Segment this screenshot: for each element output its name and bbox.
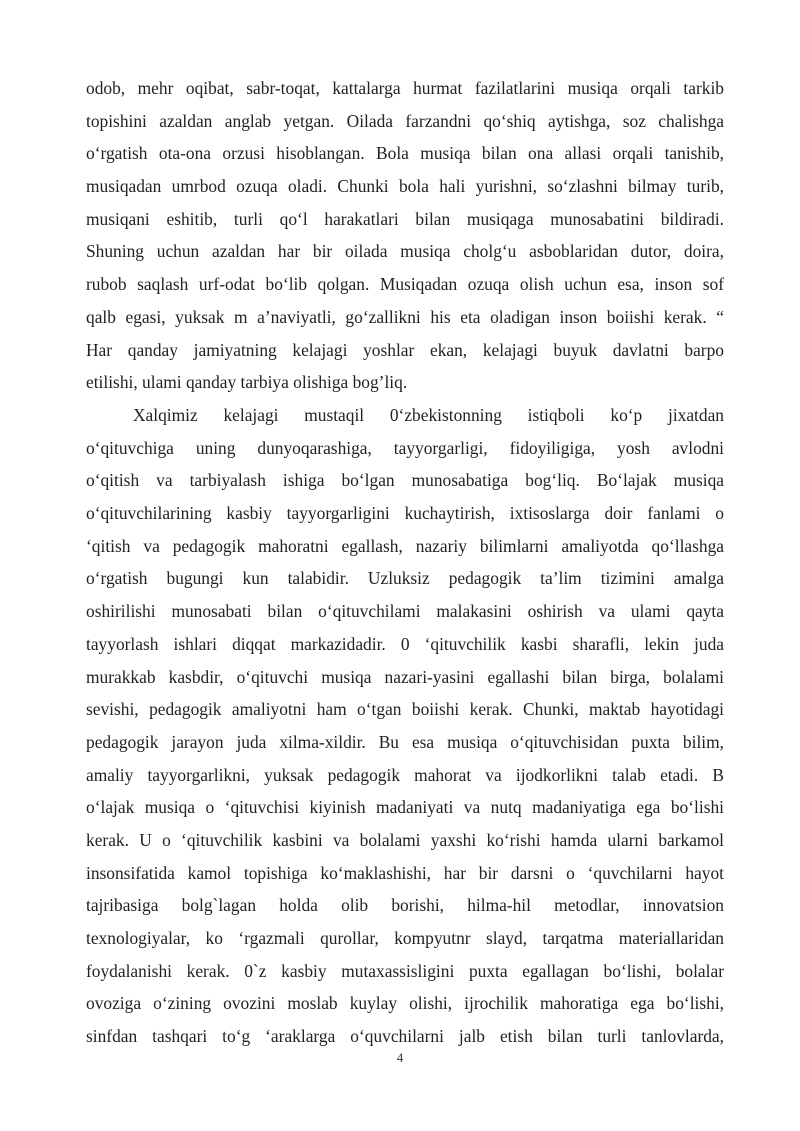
paragraph-line: musiqani eshitib, turli qo‘l harakatlari bilan musiqaga munosabatini bildiradi. xyxy=(86,208,724,229)
paragraph-line: etilishi, ulami qanday tarbiya olishiga bog’liq. xyxy=(86,372,408,393)
paragraph-line: musiqadan umrbod ozuqa oladi. Chunki bola hali yurishni, so‘zlashni bilmay turib, xyxy=(86,176,724,197)
paragraph-line: topishini azaldan anglab yetgan. Oilada farzandni qo‘shiq aytishga, soz chalishga xyxy=(86,110,724,131)
paragraph-line: odob, mehr oqibat, sabr-toqat, kattalarga hurmat fazilatlarini musiqa orqali tarkib xyxy=(86,78,724,98)
paragraph-1 xyxy=(86,72,724,399)
paragraph-line: o‘rgatish ota-ona orzusi hisoblangan. Bola musiqa bilan ona allasi orqali tanishib, xyxy=(86,143,724,164)
paragraph-line: o‘qituvchilarining kasbiy tayyorgarligini kuchaytirish, ixtisoslarga doir fanlami o xyxy=(86,503,724,524)
paragraph-line: oshirilishi munosabati bilan o‘qituvchilami malakasini oshirish va ulami qayta xyxy=(86,601,724,622)
paragraph-line: Xalqimiz kelajagi mustaqil 0‘zbekistonning istiqboli ko‘p jixatdan xyxy=(133,405,724,425)
paragraph-line: amaliy tayyorgarlikni, yuksak pedagogik mahorat va ijodkorlikni talab etadi. B xyxy=(86,764,724,785)
paragraph-2 xyxy=(86,399,724,1053)
paragraph-line: pedagogik jarayon juda xilma-xildir. Bu esa musiqa o‘qituvchisidan puxta bilim, xyxy=(86,731,724,752)
paragraph-line: o‘rgatish bugungi kun talabidir. Uzluksiz pedagogik ta’lim tizimini amalga xyxy=(86,568,724,589)
paragraph-line: insonsifatida kamol topishiga ko‘maklashishi, har bir darsni o ‘quvchilarni hayot xyxy=(86,862,724,883)
paragraph-line: ‘qitish va pedagogik mahoratni egallash, nazariy bilimlarni amaliyotda qo‘llashga xyxy=(86,535,724,556)
paragraph-line: murakkab kasbdir, o‘qituvchi musiqa nazari-yasini egallashi bilan birga, bolalami xyxy=(86,666,724,687)
paragraph-line: Shuning uchun azaldan har bir oilada musiqa cholg‘u asboblaridan dutor, doira, xyxy=(86,241,724,262)
paragraph-line: kerak. U o ‘qituvchilik kasbini va bolalami yaxshi ko‘rishi hamda ularni barkamol xyxy=(86,829,724,850)
paragraph-line: texnologiyalar, ko ‘rgazmali qurollar, kompyutnr slayd, tarqatma materiallaridan xyxy=(86,928,724,948)
paragraph-line: rubob saqlash urf-odat bo‘lib qolgan. Musiqadan ozuqa olish uchun esa, inson sof xyxy=(86,274,724,295)
paragraph-line: o‘qitish va tarbiyalash ishiga bo‘lgan munosabatiga bog‘liq. Bo‘lajak musiqa xyxy=(86,470,724,491)
paragraph-line: ovoziga o‘zining ovozini moslab kuylay olishi, ijrochilik mahoratiga ega bo‘lishi, xyxy=(86,993,724,1014)
page-number: 4 xyxy=(396,1050,404,1065)
paragraph-line: qalb egasi, yuksak m a’naviyatli, go‘zallikni his eta oladigan inson boiishi kerak. “ xyxy=(86,306,724,327)
paragraph-line: tayyorlash ishlari diqqat markazidadir. 0 ‘qituvchilik kasbi sharafli, lekin juda xyxy=(86,633,724,654)
paragraph-line: foydalanishi kerak. 0`z kasbiy mutaxassisligini puxta egallagan bo‘lishi, bolalar xyxy=(86,960,724,981)
paragraph-line: sinfdan tashqari to‘g ‘araklarga o‘quvchilarni jalb etish bilan turli tanlovlarda, xyxy=(86,1026,724,1047)
paragraph-line: o‘lajak musiqa o ‘qituvchisi kiyinish madaniyati va nutq madaniyatiga ega bo‘lishi xyxy=(86,797,724,818)
paragraph-line: o‘qituvchiga uning dunyoqarashiga, tayyorgarligi, fidoyiligiga, yosh avlodni xyxy=(86,437,724,458)
paragraph-line: tajribasiga bolg`lagan holda olib borishi, hilma-hil metodlar, innovatsion xyxy=(86,895,724,916)
paragraph-line: Har qanday jamiyatning kelajagi yoshlar ekan, kelajagi buyuk davlatni barpo xyxy=(86,339,724,360)
paragraph-line: sevishi, pedagogik amaliyotni ham o‘tgan boiishi kerak. Chunki, maktab hayotidagi xyxy=(86,699,724,720)
